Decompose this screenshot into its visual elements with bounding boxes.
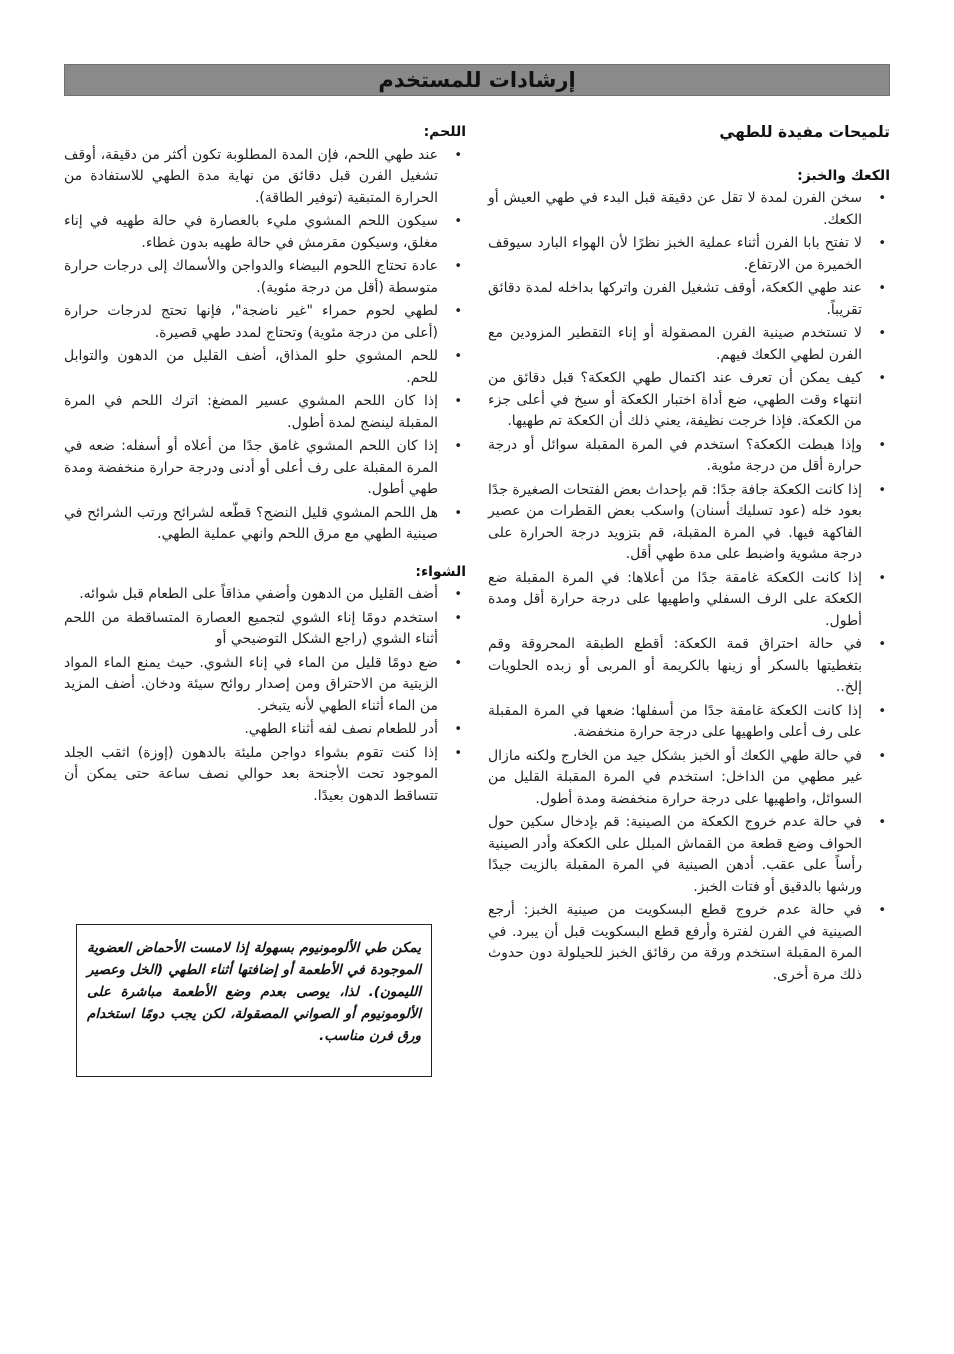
grill-list	[64, 584, 466, 807]
list-item: • عند طهي الكعكة، أوقف تشغيل الفرن واتركها بداخله لمدة دقائق تقريباً.	[488, 278, 890, 321]
list-item: • في حالة عدم خروج قطع البسكويت من صينية الخبز: أرجع الصينية في الفرن لفترة وأرفع قطع البسكويت قبل أن يبرد. في المرة المقبلة استخدم ورقة من رقائق الخبز للحيلولة دون حدوث ذلك مرة أخرى.	[488, 900, 890, 986]
list-item: • للحم المشوي حلو المذاق، أضف القليل من الدهون والتوابل للحم.	[64, 346, 466, 389]
list-item: • في حالة عدم خروج الكعكة من الصينية: قم بإدخال سكين حول الحواف وضع قطعة من القماش المبلل على الكعكة وأدر الصينية رأساً على عقب. أدهن الصينية في المرة المقبلة بالزيت جيدًا ورشها بالدقيق أو فتات الخبز.	[488, 812, 890, 898]
list-item: • في حالة احتراق قمة الكعكة: أقطع الطبقة المحروقة وقم بتغطيتها بالسكر أو زينها بالكريمة أو المربى أو زبده الحلويات إلخ..	[488, 634, 890, 699]
list-item: • لا تفتح بابا الفرن أثناء عملية الخبز نظرًا لأن الهواء البارد سيوقف الخميرة من الارتفاع.	[488, 233, 890, 276]
left-column	[64, 122, 466, 809]
list-item: • سيكون اللحم المشوي مليء بالعصارة في حالة طهيه في إناء مغلق، وسيكون مقرمش في حالة طهيه بدون غطاء.	[64, 211, 466, 254]
meat-list	[64, 145, 466, 546]
subtitle-grill: الشواء:	[415, 563, 466, 580]
list-item: • إذا كان اللحم المشوي عسير المضغ: اترك اللحم في المرة المقبلة لينضج لمدة أطول.	[64, 391, 466, 434]
list-item: • هل اللحم المشوي قليل النضج؟ قطّعه لشرائح ورتب الشرائح في صينية الطهي مع مرق اللحم وانهي عملية الطهي.	[64, 503, 466, 546]
list-item: • لطهي لحوم حمراء "غير ناضجة"، فإنها تحتج لدرجات حرارة (أعلى من درجة مئوية) وتحتاج لمدد طهي قصيرة.	[64, 301, 466, 344]
subtitle-meat: اللحم:	[423, 124, 466, 140]
list-item: • استخدم دومًا إناء الشوي لتجميع العصارة المتساقطة من اللحم أثناء الشوي (راجع الشكل التوضيحي أو	[64, 608, 466, 651]
aluminium-warning-note: يمكن طي الألومونيوم بسهولة إذا لامست الأحماض العضوية الموجودة في الأطعمة أو إضافتها أثناء الطهي (الخل وعصير الليمون). لذا، يوصى بعدم وضع الأطعمة مباشرة على الألومونيوم أو الصواني المصقولة، لكن يجب دومًا استخدام ورق فرن مناسب.	[76, 924, 432, 1077]
header-banner	[64, 64, 890, 96]
list-item: • وإذا هبطت الكعكة؟ استخدم في المرة المقبلة سوائل أو درجة حرارة أقل من درجة مئوية.	[488, 435, 890, 478]
list-item: • أدر للطعام نصف لفه أثناء الطهي.	[64, 719, 466, 741]
subtitle-cakes-bread: الكعك والخبز:	[797, 167, 890, 184]
list-item: • سخن الفرن لمدة لا تقل عن دقيقة قبل البدء في طهي العيش أو الكعك.	[488, 188, 890, 231]
list-item: • إذا كانت الكعكة جافة جدًا: قم بإحداث بعض الفتحات الصغيرة جدًا بعود خله (عود تسليك أسنان) واسكب بعض القطرات من عصير الفاكهة فيها. في المرة المقبلة، قم بتزويد درجة الحرارة على درجة مشوية واضبط على مدة طهي أقل.	[488, 480, 890, 566]
list-item: • عند طهي اللحم، فإن المدة المطلوبة تكون أكثر من دقيقة، أوقف تشغيل الفرن قبل دقائق من نهاية مدة الطهي للاستفادة من الحرارة المتبقية (توفير الطاقة).	[64, 145, 466, 210]
list-item: • أضف القليل من الدهون وأضفي مذاقاً على الطعام قبل شوائه.	[64, 584, 466, 606]
list-item: • إذا كنت تقوم بشواء دواجن مليئة بالدهون (إوزة) اثقب الجلد الموجود تحت الأجنحة بعد حوالي نصف ساعة حتى يمكن أن تتساقط الدهون بعيدًا.	[64, 743, 466, 808]
list-item: • كيف يمكن أن تعرف عند اكتمال طهي الكعكة؟ قبل دقائق من انتهاء وقت الطهي، ضع أداة اختبار الكعكة أو سيخ في أعلى جزء من الكعكة. فإذا خرجت نظيفة، يعني ذلك أن الكعكة تم طهيها.	[488, 368, 890, 433]
list-item: • إذا كانت الكعكة غامقة جدًا من أعلاها: في المرة المقبلة ضع الكعكة على الرف السفلي واطهيها على درجة حرارة أقل ومدة أطول.	[488, 568, 890, 633]
section-title: تلميحات مفيدة للطهي	[719, 123, 890, 141]
list-item: • إذا كانت الكعكة غامقة جدًا من أسفلها: ضعها في المرة المقبلة على رف أعلى واطهيها على درجة حرارة منخفضة.	[488, 701, 890, 744]
list-item: • إذا كان اللحم المشوي غامق جدًا من أعلاه أو أسفله: ضعه في المرة المقبلة على رف أعلى أو أدنى ودرجة حرارة منخفضة ومدة طهي أطول.	[64, 436, 466, 501]
right-column	[488, 122, 890, 988]
list-item: • لا تستخدم صينية الفرن المصقولة أو إناء التقطير المزودين مع الفرن لطهي الكعك فيهم.	[488, 323, 890, 366]
cakes-bread-list	[488, 188, 890, 986]
list-item: • في حالة طهي الكعك أو الخبز بشكل جيد من الخارج ولكنه مازال غير مطهي من الداخل: استخدم في المرة المقبلة القليل من السوائل، واطهيها على درجة حرارة منخفضة ومدة أطول.	[488, 746, 890, 811]
list-item: • عادة تحتاج اللحوم البيضاء والدواجن والأسماك إلى درجات حرارة متوسطة (أقل من درجة مئوية).	[64, 256, 466, 299]
page-title: إرشادات للمستخدم	[378, 68, 576, 92]
list-item: • ضع دومًا قليل من الماء في إناء الشوي. حيث يمنع الماء المواد الزيتية من الاحتراق ومن إصدار روائح سيئة ودخان. أضف المزيد من الماء أثناء الطهي لأنه يتبخر.	[64, 653, 466, 718]
